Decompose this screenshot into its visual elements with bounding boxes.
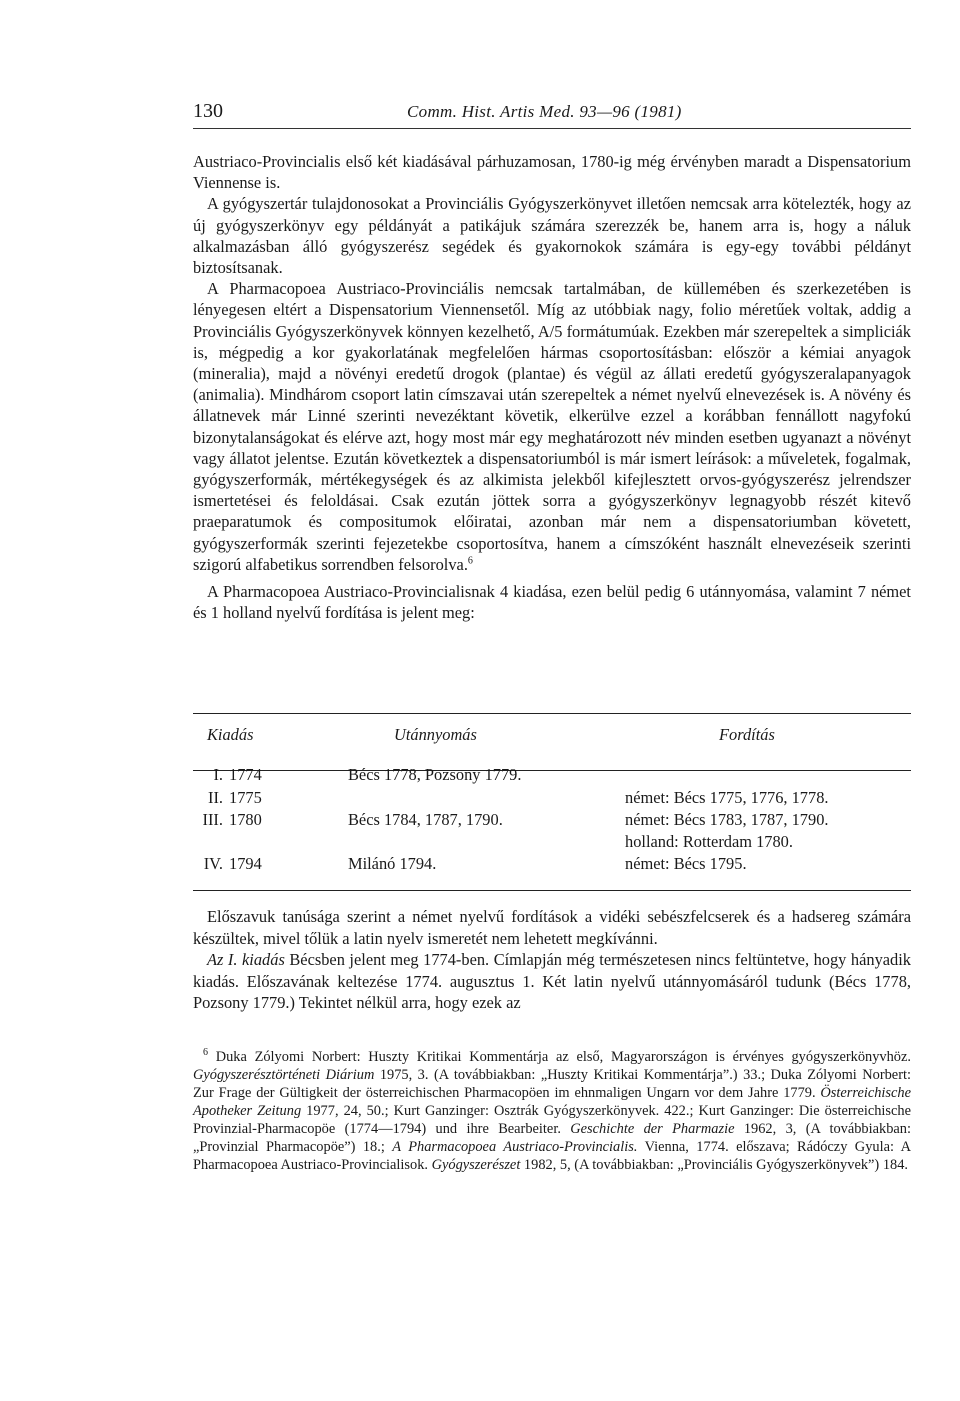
cell-edition-year: 1794 [229,854,262,873]
footnote-text: 1975, 3. (A továbbiakban: „Huszty Kritikai Kommentárja”.) 33.; Duka Zólyomi Norbert: Zur Frage der Gültigkeit der österreichischen Pharmacopöen im ehnmaligen Ungarn vor dem Jahre 1779. [193,1067,911,1101]
footnote-source-title: A Pharmacopoea Austriaco-Provincialis. [392,1139,638,1155]
cell-reprints: Milánó 1794. [348,854,437,873]
cell-edition-year: 1780 [229,810,262,829]
footnote [193,1048,911,1174]
cell-edition-number: III. [202,810,223,829]
cell-reprints: Bécs 1784, 1787, 1790. [348,810,503,829]
table-row [193,765,911,787]
footnote-source-title: Geschichte der Pharmazie [570,1121,735,1137]
cell-edition-number: I. [213,765,223,784]
paragraph-3-text: A Pharmacopoea Austriaco-Provinciális nemcsak tartalmában, de küllemében és szerkezetében is lényegesen eltért a Dispensatorium Viennensetől. Míg az utóbbiak nagy, folio méretűek voltak, addig a Provinciális Gyógyszerkönyvek könnyen kezelhető, A/5 formátumúak. Ezekben már szerepeltek a simpliciák is, mégpedig a kor gyakorlatának megfelelően hármas csoportosításban: először a kémiai anyagok (mineralia), majd a növényi eredetű drogok (plantae) és végül az állati eredetű gyógyszeralapanyagok (animalia). Mindhárom csoport latin címszavai után szerepeltek a német nyelvű elnevezések is. A növény és állatnevek már Linné szerinti nevezéktant követik, elkerülve ezzel a korábban fennállott nagyfokú bizonytalanságokat és elérve azt, hogy most már egy meghatározott név minden esetben ugyanazt a növényt vagy állatot jelentse. Ezután következtek a dispensatoriumból is már ismert leírások: a műveletek, fogalmak, gyógyszerformák, mértékegységek és az alkimista jelekből kifejlesztett orvos-gyógyszerész jelrendszer ismertetései és feloldásai. Csak ezután jöttek sorra a gyógyszerkönyv legnagyobb részét kitevő praeparatumok és compositumok előiratai, azonban már nem a dispensatoriumban követett, gyógyszerformák szerinti fejezetekbe csoportosítva, hanem a címszóként használt elnevezéseik szerinti szigorú alfabetikus sorrendben felsorolva. [193,279,911,574]
cell-edition-number: IV. [203,854,223,873]
body-text [193,151,911,623]
paragraph-2: A gyógyszertár tulajdonosokat a Provinciális Gyógyszerkönyvet illetően nemcsak arra kötelezték, hogy az új gyógyszerkönyv egy példányát a patikájuk számára szerezzék be, hanem arra is, hogy a náluk alkalmazásban álló gyógyszerész segédek és gyakornokok számára is egy-egy további példányt biztosítsanak. [193,194,911,278]
page-number: 130 [193,100,223,122]
cell-reprints: Bécs 1778, Pozsony 1779. [348,765,522,784]
cell-edition-number: II. [207,788,223,807]
footnote-source-title: Gyógyszerésztörténeti Diárium [193,1067,375,1083]
paragraph-3 [193,278,911,575]
paragraph-6 [193,949,911,1014]
footnote-text: 1982, 5, (A továbbiakban: „Provinciális Gyógyszerkönyvek”) 184. [520,1157,908,1173]
table-row [193,854,911,876]
running-head: Comm. Hist. Artis Med. 93—96 (1981) [407,102,682,121]
paragraph-5: Előszavuk tanúsága szerint a német nyelvű fordítások a vidéki sebészfelcserek és a hadsereg számára készültek, mivel tőlük a latin nyelv ismeretét nem lehetett megkívánni. [193,907,911,948]
footnote-reference: 6 [467,555,473,567]
cell-translations: német: Bécs 1775, 1776, 1778. [625,788,829,807]
page-header [193,100,913,130]
footnote-text: 1962, 3, (A továbbiakban: „Provinzial Pharmacopöe”) 18.; [193,1121,911,1155]
cell-translations: német: Bécs 1783, 1787, 1790. [625,810,829,829]
table-rule-bottom [193,890,911,891]
paragraph-1: Austriaco-Provincialis első két kiadásával párhuzamosan, 1780-ig még érvényben maradt a Dispensatorium Viennense is. [193,152,911,193]
table-row [193,832,911,854]
footnote-6 [193,1048,911,1174]
table-row [193,810,911,832]
edition-label: Az I. kiadás [207,950,285,970]
paragraph-6-text: Bécsben jelent meg 1774-ben. Címlapján még természetesen nincs feltüntetve, hogy hányadik kiadás. Előszavának keltezése 1774. augusztus 1. Két latin nyelvű utánnyomásáról tudunk (Bécs 1778, Pozsony 1779.) Tekintet nélkül arra, hogy ezek az [193,950,911,1013]
after-table-text [193,906,911,1014]
column-header-kiadas: Kiadás [207,725,254,744]
table-rule-top [193,713,911,714]
cell-translations: német: Bécs 1795. [625,854,747,873]
footnote-text: 1977, 24, 50.; Kurt Ganzinger: Osztrák Gyógyszerkönyvek. 422.; Kurt Ganzinger: Die österreichische Provinzial-Pharmacopöe (1774—1794) und ihre Bearbeiter. [193,1103,911,1137]
footnote-text: Vienna, 1774. előszava; Rádóczy Gyula: A Pharmacopoea Austriaco-Provincialisok. [193,1139,911,1173]
column-header-utannyomas: Utánnyomás [394,725,477,744]
column-header-forditas: Fordítás [719,725,775,744]
table-row [193,788,911,810]
cell-translations: holland: Rotterdam 1780. [625,832,793,851]
cell-edition-year: 1775 [229,788,262,807]
footnote-source-title: Gyógyszerészet [431,1157,521,1173]
footnote-source-title: Österreichische Apotheker Zeitung [193,1085,911,1119]
cell-edition-year: 1774 [229,765,262,784]
footnote-mark: 6 [203,1047,208,1059]
footnote-text: Duka Zólyomi Norbert: Huszty Kritikai Kommentárja az első, Magyarországon is érvényes gyógyszerkönyvhöz. [208,1049,911,1065]
paragraph-4: A Pharmacopoea Austriaco-Provincialisnak 4 kiadása, ezen belül pedig 6 utánnyomása, valamint 7 német és 1 holland nyelvű fordítása is jelent meg: [193,582,911,623]
header-rule [193,128,911,129]
